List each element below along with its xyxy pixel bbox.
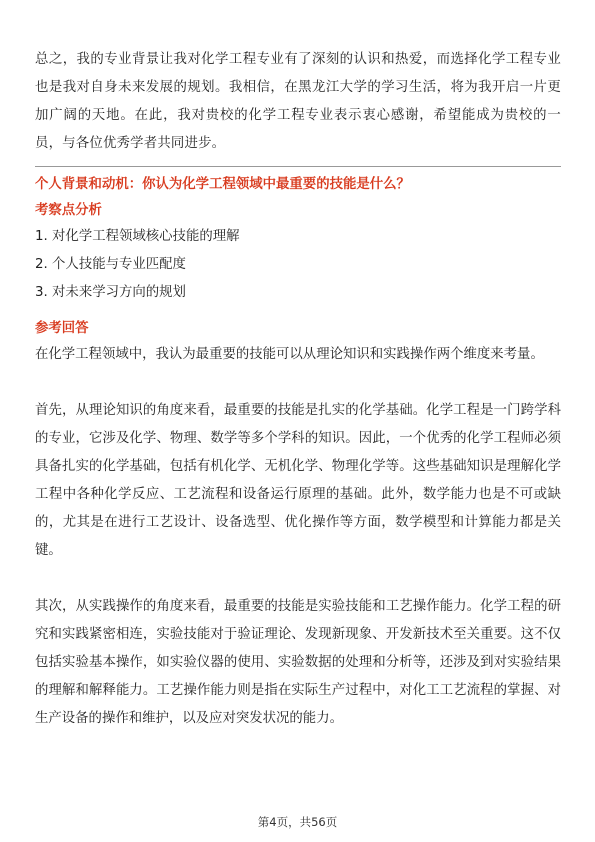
analysis-list: [35, 223, 561, 307]
section-divider: [35, 166, 561, 167]
analysis-heading: 考察点分析: [35, 203, 102, 218]
answer-paragraph: 其次，从实践操作的角度来看，最重要的技能是实验技能和工艺操作能力。化学工程的研究和实践紧密相连，实验技能对于验证理论、发现新现象、开发新技术至关重要。这不仅包括实验基本操作，如实验仪器的使用、实验数据的处理和分析等，还涉及到对实验结果的理解和解释能力。工艺操作能力则是指在实际生产过程中，对化工工艺流程的掌握、对生产设备的操作和维护，以及应对突发状况的能力。: [35, 599, 561, 726]
answer-paragraph: 首先，从理论知识的角度来看，最重要的技能是扎实的化学基础。化学工程是一门跨学科的专业，它涉及化学、物理、数学等多个学科的知识。因此，一个优秀的化学工程师必须具备扎实的化学基础，包括有机化学、无机化学、物理化学等。这些基础知识是理解化学工程中各种化学反应、工艺流程和设备运行原理的基础。此外，数学能力也是不可或缺的，尤其是在进行工艺设计、设备选型、优化操作等方面，数学模型和计算能力都是关键。: [35, 403, 561, 558]
answer-heading: 参考回答: [35, 321, 89, 336]
list-item: 1. 对化学工程领域核心技能的理解: [35, 229, 240, 244]
page-number: 第4页，共56页: [257, 815, 338, 829]
page-content: [35, 46, 561, 733]
list-item: 3. 对未来学习方向的规划: [35, 285, 186, 300]
question-title: 个人背景和动机：你认为化学工程领域中最重要的技能是什么？: [35, 177, 410, 192]
list-item: 2. 个人技能与专业匹配度: [35, 257, 186, 272]
answer-paragraph: 在化学工程领域中，我认为最重要的技能可以从理论知识和实践操作两个维度来考量。: [35, 347, 544, 362]
intro-paragraph: 总之，我的专业背景让我对化学工程专业有了深刻的认识和热爱，而选择化学工程专业也是我对自身未来发展的规划。我相信，在黑龙江大学的学习生活，将为我开启一片更加广阔的天地。在此，我对贵校的化学工程专业表示衷心感谢，希望能成为贵校的一员，与各位优秀学者共同进步。: [35, 52, 561, 151]
